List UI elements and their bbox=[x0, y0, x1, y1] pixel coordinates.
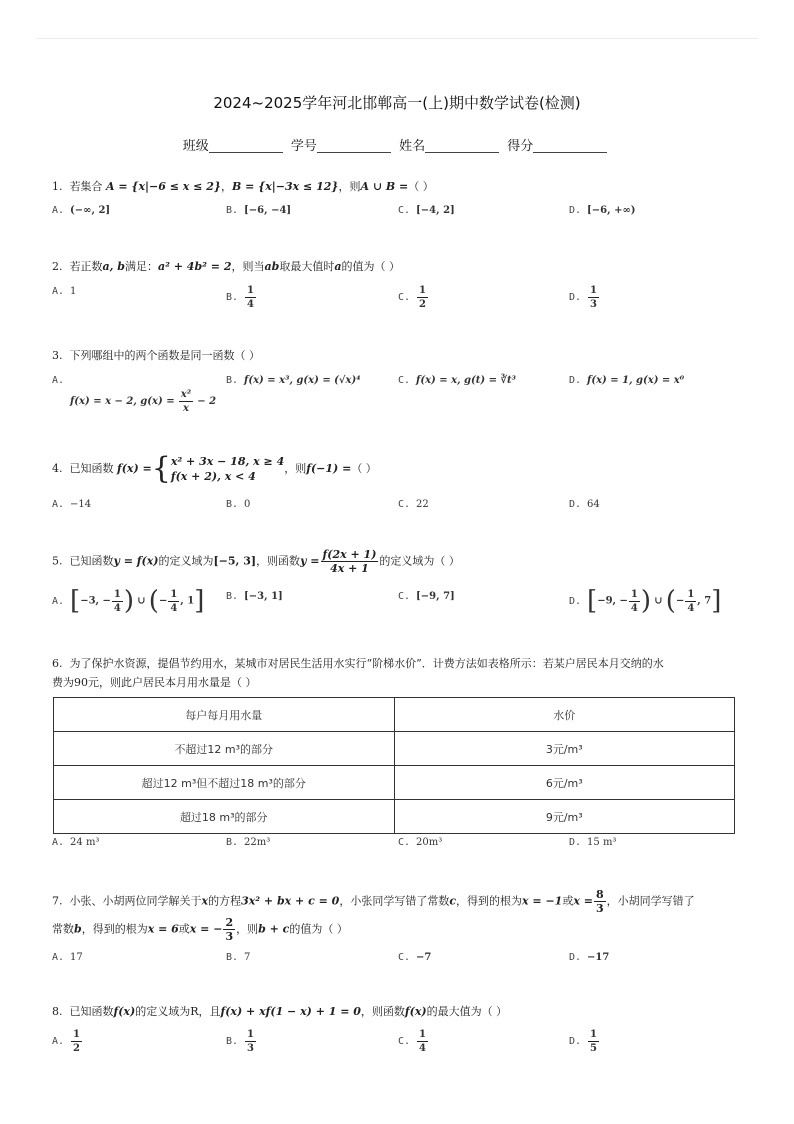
fraction: $\frac{1}{4}$ bbox=[247, 285, 255, 310]
q7-option-b[interactable]: B. 7 bbox=[226, 952, 251, 963]
fraction: $\frac{f(2x + 1)}{4x + 1}$ bbox=[322, 548, 377, 575]
q8-option-d[interactable]: D. $\frac{1}{5}$ bbox=[569, 1029, 598, 1054]
question-5-stem: 5. 已知函数y = f(x)的定义域为[−5, 3]，则函数y = $\frac{f(2x + 1)}{4x + 1}$ 的定义域为（ ） bbox=[52, 548, 460, 575]
q4-option-c[interactable]: C. 22 bbox=[398, 499, 429, 510]
name-label: 姓名 bbox=[399, 139, 426, 154]
q4-option-d[interactable]: D. 64 bbox=[569, 499, 600, 510]
question-2-stem: 2. 若正数a, b满足：a² + 4b² = 2，则当ab取最大值时a的值为（ ） bbox=[52, 260, 400, 273]
table-row bbox=[54, 766, 735, 800]
table-row bbox=[54, 800, 735, 834]
question-number: 3. bbox=[52, 349, 63, 362]
question-number: 5. bbox=[52, 554, 63, 568]
table-cell: 6元/m³ bbox=[394, 766, 735, 800]
q2-option-b[interactable]: B. $\frac{1}{4}$ bbox=[226, 285, 255, 310]
water-price-table bbox=[53, 697, 735, 834]
student-info-line bbox=[0, 135, 794, 154]
question-6-stem-line1: 6. 为了保护水资源，提倡节约用水，某城市对居民生活用水实行“阶梯水价”．计费方法如表格所示：若某户居民本月交纳的水 bbox=[52, 657, 664, 670]
q1-option-a[interactable]: A. (−∞, 2] bbox=[52, 205, 111, 216]
math-expression: A ∪ B = bbox=[360, 180, 409, 193]
question-number: 2. bbox=[52, 260, 63, 273]
q3-option-c[interactable]: C. f(x) = x, g(t) = ∛t³ bbox=[398, 375, 517, 386]
question-number: 6. bbox=[52, 657, 63, 670]
q6-option-d[interactable]: D. 15 m³ bbox=[569, 837, 617, 848]
q3-option-d[interactable]: D. f(x) = 1, g(x) = x⁰ bbox=[569, 375, 685, 386]
q8-option-a[interactable]: A. $\frac{1}{2}$ bbox=[52, 1029, 81, 1054]
q6-option-b[interactable]: B. 22m³ bbox=[226, 837, 271, 848]
piecewise-definition: x² + 3x − 18, x ≥ 4 f(x + 2), x < 4 bbox=[170, 455, 285, 483]
q8-option-c[interactable]: C. $\frac{1}{4}$ bbox=[398, 1029, 427, 1054]
fraction: $\frac{1}{4}$ bbox=[687, 588, 695, 614]
question-number: 1. bbox=[52, 180, 63, 193]
brace-icon: { bbox=[151, 451, 171, 486]
exam-title: 2024~2025学年河北邯郸高一(上)期中数学试卷(检测) bbox=[213, 94, 581, 112]
q1-option-b[interactable]: B. [−6, −4] bbox=[226, 205, 292, 216]
fraction: $\frac{1}{4}$ bbox=[419, 1029, 427, 1054]
q7-option-a[interactable]: A. 17 bbox=[52, 952, 83, 963]
q3-option-b[interactable]: B. f(x) = x³, g(x) = (√x)⁴ bbox=[226, 375, 361, 386]
q8-option-b[interactable]: B. $\frac{1}{3}$ bbox=[226, 1029, 255, 1054]
q1-option-c[interactable]: C. [−4, 2] bbox=[398, 205, 455, 216]
fraction: $\frac{\text{x²}}{x}$ bbox=[180, 389, 192, 414]
table-cell: 9元/m³ bbox=[394, 800, 735, 834]
table-header-cell: 每户每月用水量 bbox=[54, 698, 395, 732]
stem-text: 若集合 bbox=[69, 180, 103, 193]
score-label: 得分 bbox=[507, 139, 534, 154]
fraction: $\frac{1}{3}$ bbox=[590, 285, 598, 310]
fraction: $\frac{1}{4}$ bbox=[170, 588, 178, 614]
q4-option-a[interactable]: A. −14 bbox=[52, 499, 92, 510]
stem-text: ，则 bbox=[338, 180, 361, 193]
fraction: $\frac{1}{2}$ bbox=[73, 1029, 81, 1054]
table-header-row bbox=[54, 698, 735, 732]
q5-option-b[interactable]: B. [−3, 1] bbox=[226, 591, 283, 602]
question-3-stem: 3. 下列哪组中的两个函数是同一函数（ ） bbox=[52, 349, 260, 362]
fraction: $\frac{1}{2}$ bbox=[419, 285, 427, 310]
score-blank[interactable] bbox=[533, 138, 607, 153]
table-header-cell: 水价 bbox=[394, 698, 735, 732]
q4-option-b[interactable]: B. 0 bbox=[226, 499, 251, 510]
fraction: $\frac{1}{4}$ bbox=[113, 588, 121, 614]
q2-option-c[interactable]: C. $\frac{1}{2}$ bbox=[398, 285, 427, 310]
fraction: $\frac{8}{3}$ bbox=[595, 888, 604, 915]
math-expression: B = {x|−3x ≤ 12} bbox=[231, 180, 339, 193]
q7-option-c[interactable]: C. −7 bbox=[398, 952, 432, 963]
stem-text: ， bbox=[220, 180, 232, 193]
id-blank[interactable] bbox=[317, 138, 391, 153]
fraction: $\frac{2}{3}$ bbox=[225, 916, 234, 943]
q2-option-d[interactable]: D. $\frac{1}{3}$ bbox=[569, 285, 598, 310]
class-blank[interactable] bbox=[209, 138, 283, 153]
question-7-stem-line1: 7. 小张、小胡两位同学解关于x的方程3x² + bx + c = 0，小张同学写错了常数c，得到的根为x = −1或x = $\frac{8}{3}$ ，小胡同学写错了 bbox=[52, 888, 695, 915]
q5-option-d[interactable]: D. [−9, − $\frac{1}{4}$ ) ∪ (− $\frac{1}{4}$ , 7] bbox=[569, 586, 722, 616]
table-cell: 3元/m³ bbox=[394, 732, 735, 766]
id-label: 学号 bbox=[290, 139, 317, 154]
table-cell: 超过18 m³的部分 bbox=[54, 800, 395, 834]
q7-option-d[interactable]: D. −17 bbox=[569, 952, 610, 963]
question-4-stem: 4. 已知函数 f(x) ={ x² + 3x − 18, x ≥ 4 f(x + 2), x < 4 ，则f(−1) =（ ） bbox=[52, 451, 377, 486]
class-label: 班级 bbox=[182, 139, 209, 154]
question-1-stem bbox=[52, 178, 434, 195]
fraction: $\frac{1}{4}$ bbox=[630, 588, 638, 614]
q6-option-c[interactable]: C. 20m³ bbox=[398, 837, 443, 848]
q2-option-a[interactable]: A. 1 bbox=[52, 286, 77, 297]
q3-option-a[interactable]: f(x) = x − 2, g(x) = $\frac{\text{x²}}{x}$ − 2 bbox=[70, 389, 217, 414]
name-blank[interactable] bbox=[425, 138, 499, 153]
q1-option-d[interactable]: D. [−6, +∞) bbox=[569, 205, 636, 216]
table-cell: 不超过12 m³的部分 bbox=[54, 732, 395, 766]
question-7-stem-line2: 常数b，得到的根为x = 6或x = − $\frac{2}{3}$ ，则b + c的值为（ ） bbox=[52, 916, 348, 943]
fraction: $\frac{1}{5}$ bbox=[590, 1029, 598, 1054]
table-row bbox=[54, 732, 735, 766]
q6-option-a[interactable]: A. 24 m³ bbox=[52, 837, 100, 848]
math-expression: A = {x|−6 ≤ x ≤ 2} bbox=[106, 180, 221, 193]
q5-option-c[interactable]: C. [−9, 7] bbox=[398, 591, 455, 602]
fraction: $\frac{1}{3}$ bbox=[247, 1029, 255, 1054]
question-number: 4. bbox=[52, 462, 63, 475]
question-6-stem-line2: 费为90元，则此户居民本月用水量是（ ） bbox=[52, 676, 257, 689]
question-number: 7. bbox=[52, 894, 63, 908]
answer-bracket: （ ） bbox=[408, 180, 434, 193]
question-number: 8. bbox=[52, 1005, 63, 1018]
q5-option-a[interactable]: A. [−3, − $\frac{1}{4}$ ) ∪ (− $\frac{1}{4}$ , 1] bbox=[52, 586, 205, 616]
top-divider bbox=[36, 38, 758, 39]
table-cell: 超过12 m³但不超过18 m³的部分 bbox=[54, 766, 395, 800]
question-8-stem: 8. 已知函数f(x)的定义域为R，且f(x) + xf(1 − x) + 1 = 0，则函数f(x)的最大值为（ ） bbox=[52, 1005, 508, 1018]
q3-option-a-label[interactable]: A. bbox=[52, 375, 65, 386]
